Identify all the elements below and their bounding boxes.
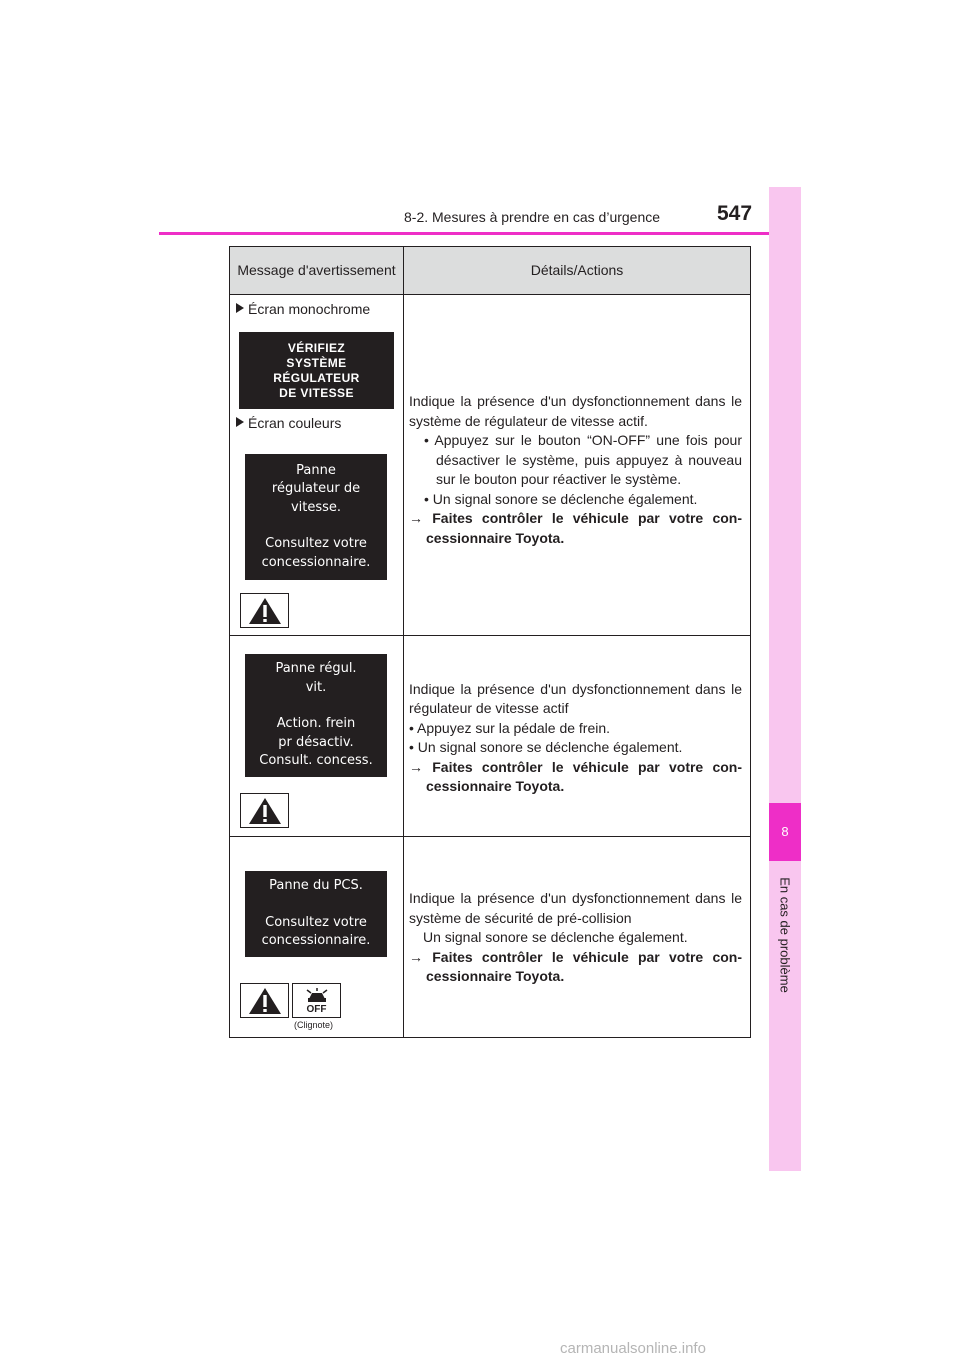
arrow-icon — [236, 417, 244, 427]
details-cell — [404, 295, 751, 636]
detail-action: → Faites contrôler le véhicule par votre concessionnaire Toyota. — [409, 758, 743, 794]
page-number: 547 — [717, 202, 753, 225]
warning-message-table — [229, 246, 751, 1038]
chapter-side-tab — [769, 187, 801, 1171]
color-screen: Panne régul. vit. Action. frein pr désactiv. Consult. concess. — [245, 654, 387, 777]
col-header-message: Message d'avertissement — [230, 247, 404, 295]
header-rule — [159, 232, 801, 235]
screen-type-label: Écran monochrome — [236, 301, 370, 317]
message-cell — [230, 636, 404, 837]
detail-bullet: • Appuyez sur le bouton “ON-OFF” une fois pour désactiver le système, puis appuyez à nouveau sur le bouton pour réactiver le système. — [424, 432, 742, 487]
detail-intro: Indique la présence d'un dysfonctionnement dans le régulateur de vitesse actif — [409, 680, 742, 716]
details-cell — [404, 837, 751, 1038]
screen-type-label: Écran couleurs — [236, 415, 341, 431]
color-screen: Panne du PCS. Consultez votre concessionnaire. — [245, 871, 387, 957]
warning-triangle-icon — [240, 983, 289, 1018]
watermark: carmanualsonline.info — [560, 1340, 706, 1357]
color-screen: Panne régulateur de vitesse. Consultez votre concessionnaire. — [245, 454, 387, 580]
pcs-off-icon: OFF — [292, 983, 341, 1018]
table-row — [230, 636, 751, 837]
table-header-row — [230, 247, 751, 295]
detail-intro: Indique la présence d'un dysfonctionnement dans le système de régulateur de vitesse actif. — [409, 393, 742, 429]
detail-intro: Indique la présence d'un dysfonctionnement dans le système de sécurité de pré-collision — [409, 890, 742, 926]
warning-triangle-icon — [240, 593, 289, 628]
table-row — [230, 295, 751, 636]
arrow-icon — [236, 303, 244, 313]
table-row — [230, 837, 751, 1038]
section-title: 8-2. Mesures à prendre en cas d’urgence — [404, 209, 661, 225]
detail-bullet: • Appuyez sur la pédale de frein. — [409, 719, 611, 736]
detail-action: → Faites contrôler le véhicule par votre concessionnaire Toyota. — [409, 948, 743, 985]
col-header-details: Détails/Actions — [404, 247, 751, 295]
detail-action: → Faites contrôler le véhicule par votre concessionnaire Toyota. — [409, 510, 743, 546]
monochrome-screen: VÉRIFIEZ SYSTÈME RÉGULATEUR DE VITESSE — [239, 332, 394, 409]
details-cell — [404, 636, 751, 837]
message-cell — [230, 295, 404, 636]
detail-bullet: Un signal sonore se déclenche également. — [423, 929, 688, 946]
detail-bullet: • Un signal sonore se déclenche également. — [409, 739, 683, 755]
chapter-number: 8 — [769, 803, 801, 861]
chapter-title: En cas de problème — [777, 877, 793, 993]
message-cell — [230, 837, 404, 1038]
warning-triangle-icon — [240, 793, 289, 828]
blink-note: (Clignote) — [294, 1020, 334, 1030]
detail-bullet: • Un signal sonore se déclenche également. — [424, 490, 698, 507]
